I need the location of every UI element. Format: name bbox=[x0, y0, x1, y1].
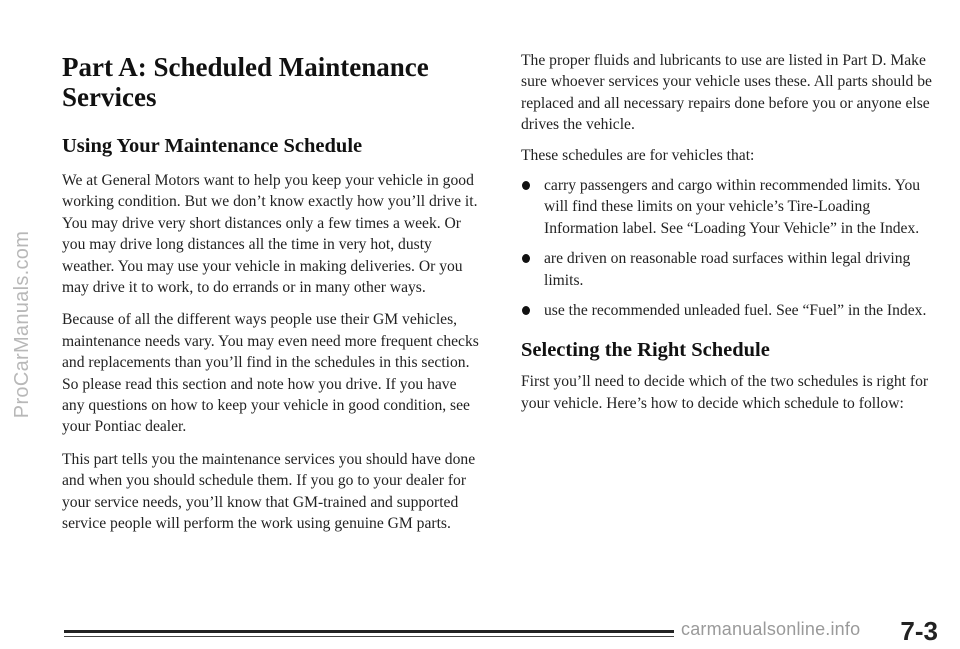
bullet-icon bbox=[522, 181, 530, 190]
right-column bbox=[521, 50, 941, 414]
left-column bbox=[62, 52, 482, 535]
paragraph-selecting-schedule: First you’ll need to decide which of the two schedules is right for your vehicle. Here’s how to decide which schedule to follow: bbox=[521, 373, 929, 412]
paragraph-dealer-service: This part tells you the maintenance services you should have done and when you should schedule them. If you go to your dealer for your service needs, you’ll know that GM-trained and supported service people will perform the work using genuine GM parts. bbox=[62, 450, 476, 533]
bullet-icon bbox=[522, 306, 530, 315]
side-watermark bbox=[6, 0, 40, 649]
list-item-text: carry passengers and cargo within recommended limits. You will find these limits on your vehicle’s Tire-Loading Information label. See “Loading Your Vehicle” in the Index. bbox=[544, 177, 921, 237]
section-heading-selecting-schedule: Selecting the Right Schedule bbox=[521, 339, 770, 362]
list-item bbox=[521, 248, 941, 291]
vehicle-conditions-list bbox=[521, 175, 941, 321]
bullet-icon bbox=[522, 254, 530, 263]
page-title: Part A: Scheduled Maintenance Services bbox=[62, 52, 429, 112]
list-item bbox=[521, 300, 941, 321]
list-item-text: use the recommended unleaded fuel. See “Fuel” in the Index. bbox=[544, 302, 927, 320]
list-item-text: are driven on reasonable road surfaces within legal driving limits. bbox=[544, 250, 911, 289]
footer-rule bbox=[64, 630, 674, 633]
page-number: 7-3 bbox=[900, 616, 938, 646]
paragraph-fluids: The proper fluids and lubricants to use are listed in Part D. Make sure whoever services your vehicle uses these. All parts should be replaced and all necessary repairs done before you or anyone else drives the vehicle. bbox=[521, 52, 932, 134]
footer-rule-thin bbox=[64, 636, 674, 637]
list-item bbox=[521, 175, 941, 239]
side-watermark-text: ProCarManuals.com bbox=[11, 230, 34, 419]
paragraph-maintenance-needs: Because of all the different ways people use their GM vehicles, maintenance needs vary. You may even need more frequent checks and replacements than you’ll find in the schedules in this section. So please read this section and note how you drive. If you have any questions on how to keep your vehicle in good condition, see your Pontiac dealer. bbox=[62, 311, 479, 436]
section-heading-maintenance-schedule: Using Your Maintenance Schedule bbox=[62, 135, 363, 157]
paragraph-intro: We at General Motors want to help you keep your vehicle in good working condition. But we don’t know exactly how you’ll drive it. You may drive very short distances only a few times a week. Or you may drive long distances all the time in very hot, dusty weather. You may use your vehicle in making deliveries. Or you may drive it to work, to do errands or in many other ways. bbox=[62, 172, 478, 297]
paragraph-schedules-lead: These schedules are for vehicles that: bbox=[521, 146, 755, 164]
bottom-watermark: carmanualsonline.info bbox=[681, 619, 861, 639]
